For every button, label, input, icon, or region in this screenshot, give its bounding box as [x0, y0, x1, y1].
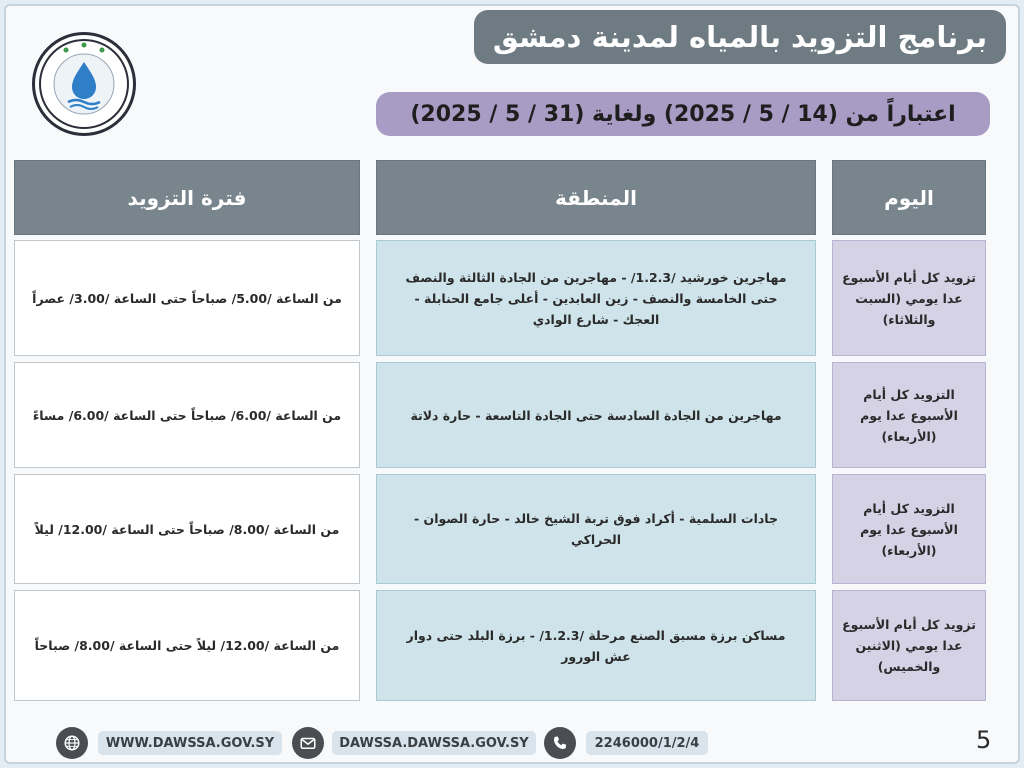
- row-2-day: التزويد كل أيام الأسبوع عدا يوم (الأربعاء): [832, 362, 986, 468]
- row-1-area: مهاجرين خورشيد /1.2.3/ - مهاجرين من الجادة الثالثة والنصف حتى الخامسة والنصف - زين العابدين - أعلى جامع الحنابلة - العجك - شارع الوادي: [376, 240, 816, 356]
- row-4-area: مساكن برزة مسبق الصنع مرحلة /1.2.3/ - برزة البلد حتى دوار عش الورور: [376, 590, 816, 701]
- mail-icon: [292, 727, 324, 759]
- header-area: المنطقة: [376, 160, 816, 235]
- row-3-area: جادات السلمية - أكراد فوق تربة الشيخ خالد - حارة الصوان - الحراكي: [376, 474, 816, 584]
- website-link[interactable]: WWW.DAWSSA.GOV.SY: [98, 731, 282, 755]
- date-range-subtitle: اعتباراً من (14 / 5 / 2025) ولغاية (31 / 5 / 2025): [376, 92, 990, 136]
- row-3-period: من الساعة /8.00/ صباحاً حتى الساعة /12.00/ ليلاً: [14, 474, 360, 584]
- email-link[interactable]: DAWSSA.DAWSSA.GOV.SY: [332, 731, 536, 755]
- water-drop-icon: [36, 36, 132, 132]
- row-4-period: من الساعة /12.00/ ليلاً حتى الساعة /8.00/ صباحاً: [14, 590, 360, 701]
- row-2-area: مهاجرين من الجادة السادسة حتى الجادة التاسعة - حارة دلاتة: [376, 362, 816, 468]
- phone-icon: [544, 727, 576, 759]
- header-day: اليوم: [832, 160, 986, 235]
- row-4-day: تزويد كل أيام الأسبوع عدا يومي (الاثنين والخميس): [832, 590, 986, 701]
- organization-logo: [32, 32, 136, 136]
- phone-number[interactable]: 2246000/1/2/4: [586, 731, 708, 755]
- page-number: 5: [976, 726, 992, 754]
- header-period: فترة التزويد: [14, 160, 360, 235]
- page-title: برنامج التزويد بالمياه لمدينة دمشق: [474, 10, 1006, 64]
- row-1-day: تزويد كل أيام الأسبوع عدا يومي (السبت والثلاثاء): [832, 240, 986, 356]
- row-2-period: من الساعة /6.00/ صباحاً حتى الساعة /6.00/ مساءً: [14, 362, 360, 468]
- row-1-period: من الساعة /5.00/ صباحاً حتى الساعة /3.00/ عصراً: [14, 240, 360, 356]
- globe-icon: [56, 727, 88, 759]
- row-3-day: التزويد كل أيام الأسبوع عدا يوم (الأربعاء): [832, 474, 986, 584]
